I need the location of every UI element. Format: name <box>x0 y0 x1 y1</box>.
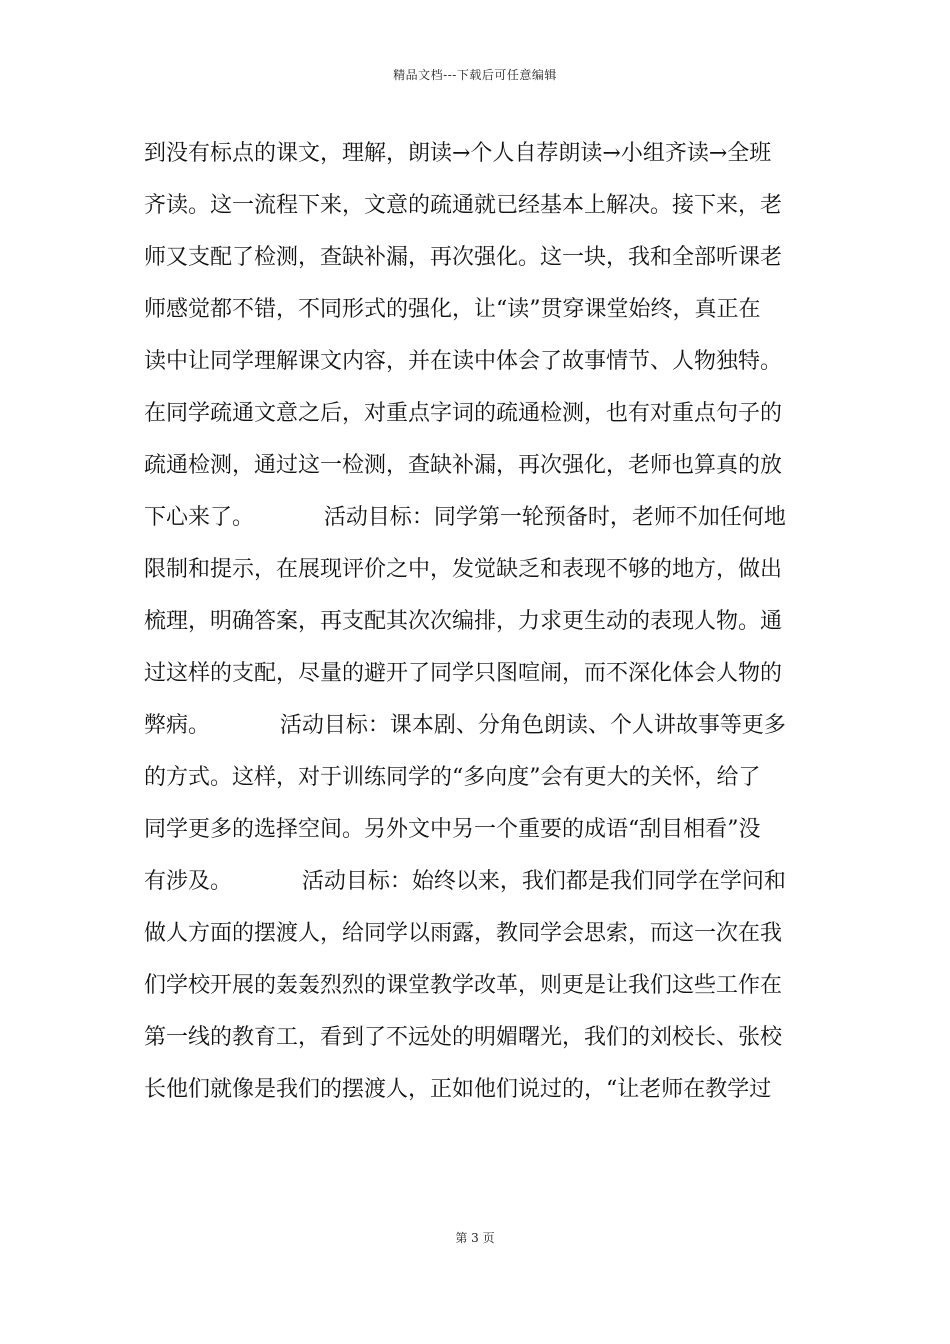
text-line: 疏通检测，通过这一检测，查缺补漏，再次强化，老师也算真的放 <box>144 453 783 478</box>
text-line: 在同学疏通文意之后，对重点字词的疏通检测，也有对重点句子的 <box>144 401 783 426</box>
text-line: 下心来了。 活动目标：同学第一轮预备时，老师不加任何地 <box>144 505 786 530</box>
page-number: 第 3 页 <box>455 1231 495 1245</box>
text-line: 师感觉都不错，不同形式的强化，让“读”贯穿课堂始终，真正在 <box>144 297 761 322</box>
text-line: 同学更多的选择空间。另外文中另一个重要的成语“刮目相看”没 <box>144 817 761 842</box>
page-header: 精品文档---下载后可任意编辑 <box>393 68 557 82</box>
text-line: 们学校开展的轰轰烈烈的课堂教学改革，则更是让我们这些工作在 <box>144 973 783 998</box>
text-line: 师又支配了检测，查缺补漏，再次强化。这一块，我和全部听课老 <box>144 245 783 270</box>
text-line: 的方式。这样，对于训练同学的“多向度”会有更大的关怀，给了 <box>144 765 761 790</box>
text-line: 梳理，明确答案，再支配其次次编排，力求更生动的表现人物。通 <box>144 609 783 634</box>
text-line: 做人方面的摆渡人，给同学以雨露，教同学会思索，而这一次在我 <box>144 921 783 946</box>
text-line: 过这样的支配，尽量的避开了同学只图喧闹，而不深化体会人物的 <box>144 661 783 686</box>
body-text <box>144 128 808 1116</box>
text-line: 第一线的教育工，看到了不远处的明媚曙光，我们的刘校长、张校 <box>144 1025 783 1050</box>
text-line: 限制和提示，在展现评价之中，发觉缺乏和表现不够的地方，做出 <box>144 557 783 582</box>
text-line: 有涉及。 活动目标：始终以来，我们都是我们同学在学问和 <box>144 869 786 894</box>
text-line: 齐读。这一流程下来，文意的疏通就已经基本上解决。接下来，老 <box>144 193 783 218</box>
text-line: 弊病。 活动目标：课本剧、分角色朗读、个人讲故事等更多 <box>144 713 786 738</box>
text-line: 长他们就像是我们的摆渡人，正如他们说过的，“让老师在教学过 <box>144 1077 772 1102</box>
text-line: 读中让同学理解课文内容，并在读中体会了故事情节、人物独特。 <box>144 349 783 374</box>
text-line: 到没有标点的课文，理解，朗读→个人自荐朗读→小组齐读→全班 <box>144 141 772 166</box>
